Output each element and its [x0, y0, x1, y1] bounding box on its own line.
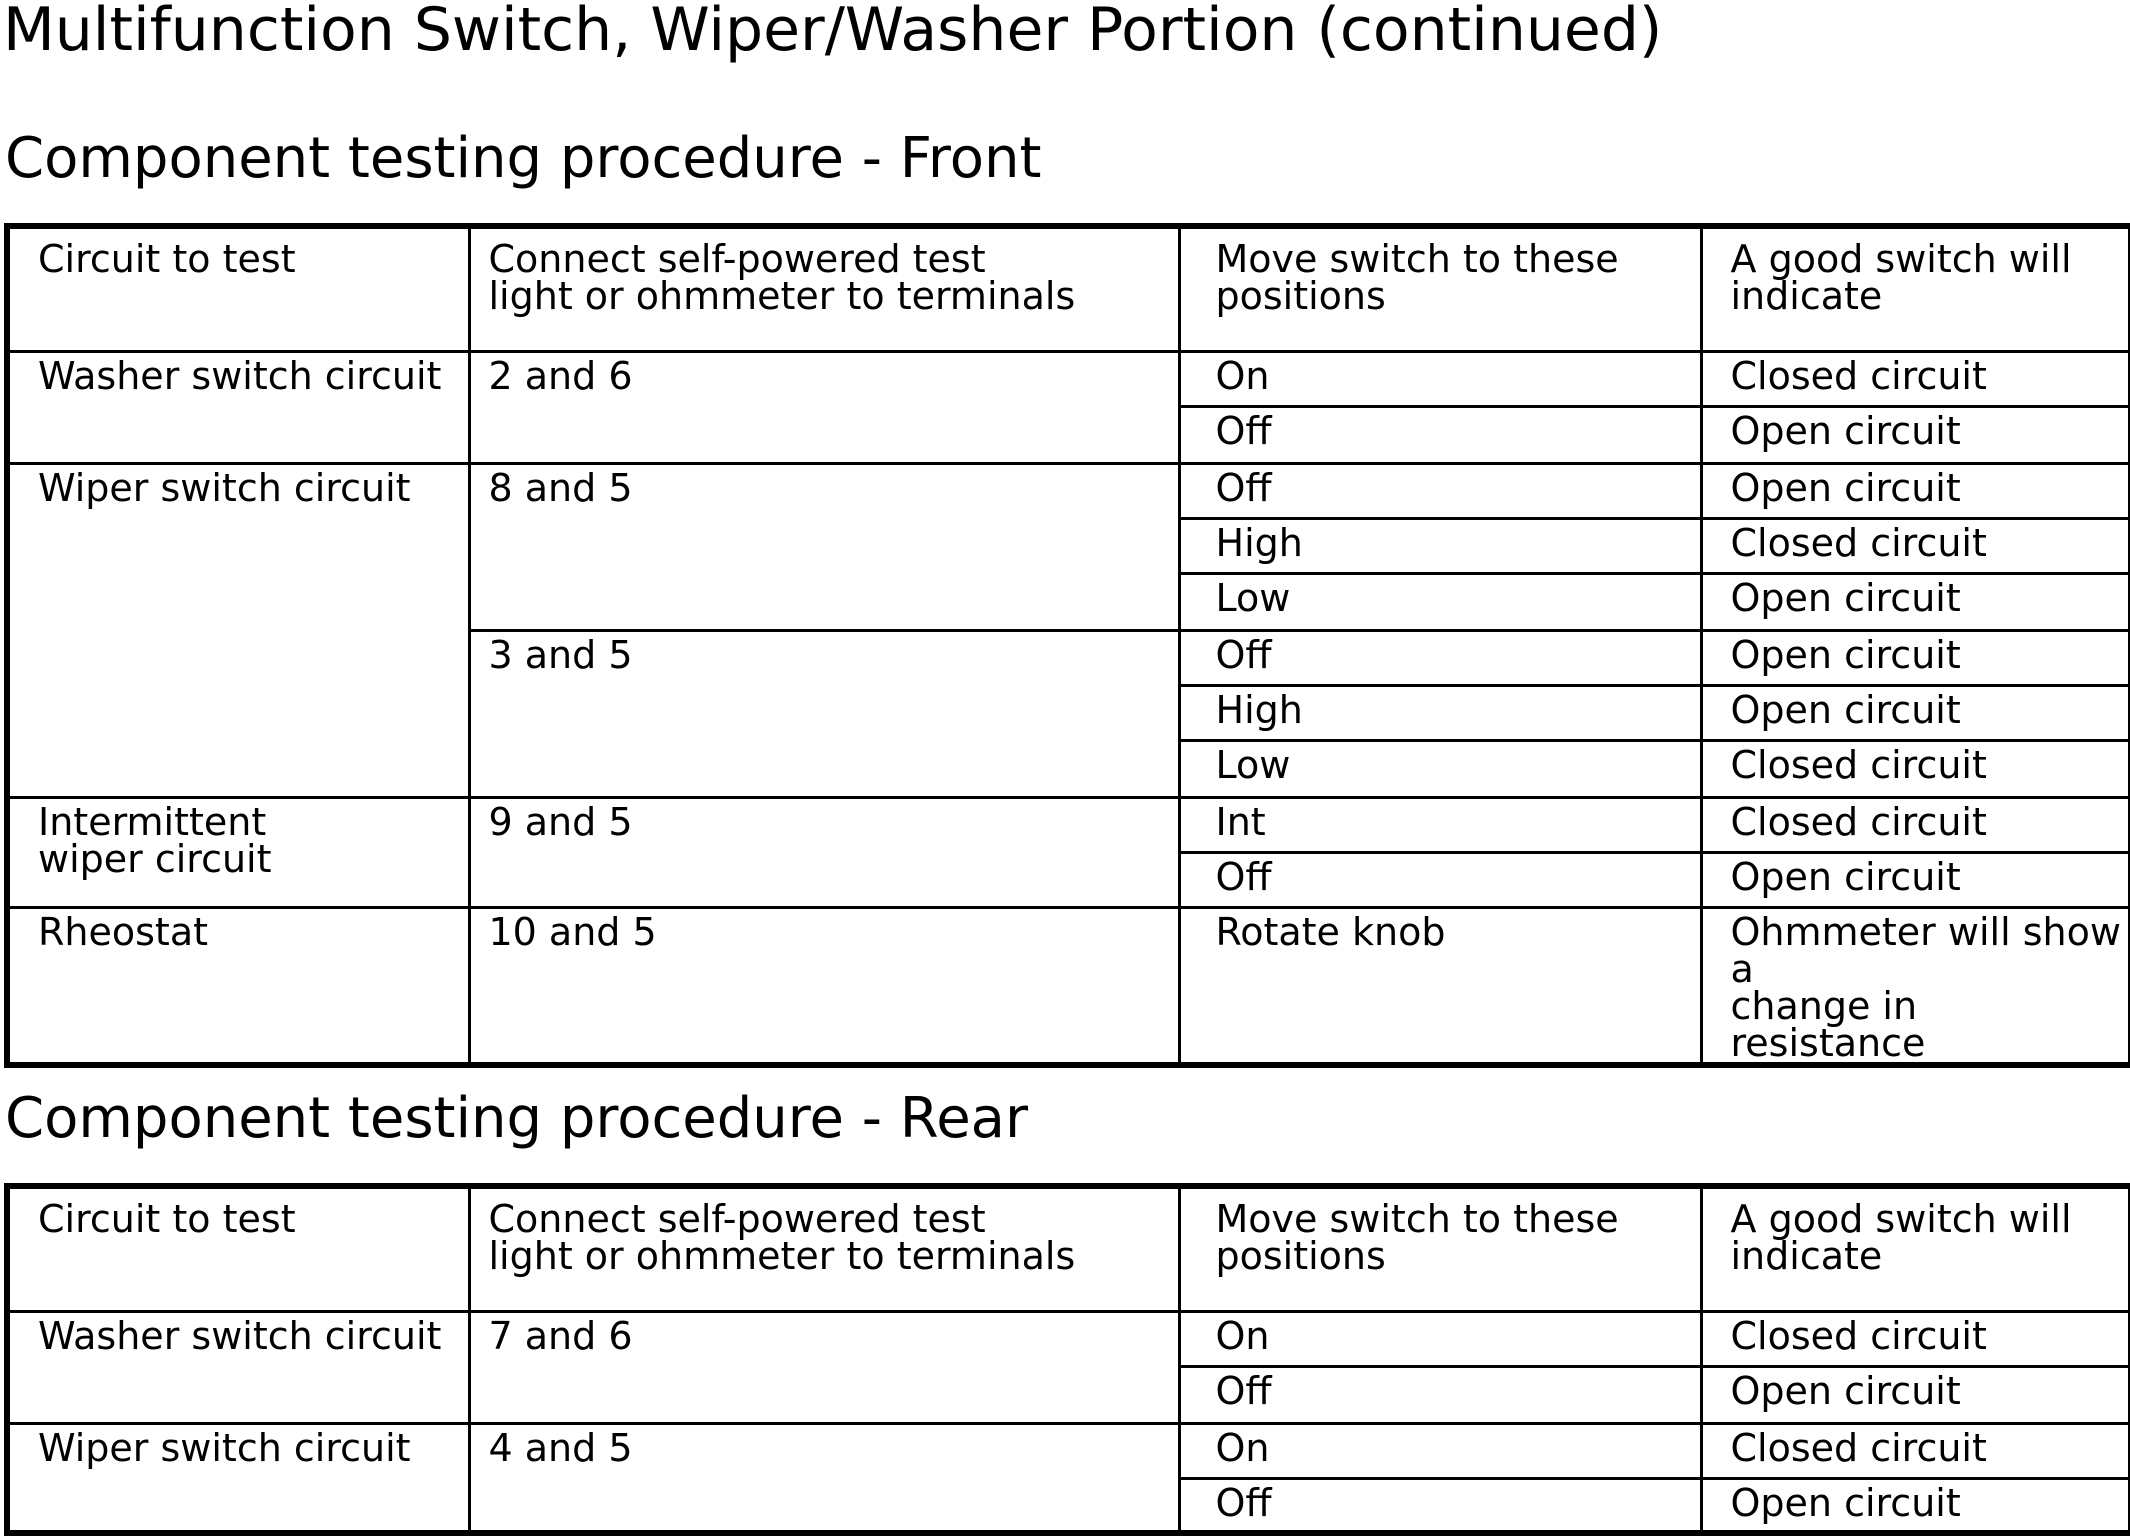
switch-position-cell: Off — [1179, 852, 1701, 907]
column-header: Move switch to these positions — [1179, 1186, 1701, 1311]
switch-position-cell: Off — [1179, 406, 1701, 463]
terminals-cell: 9 and 5 — [469, 797, 1179, 907]
column-header: Connect self-powered test light or ohmmeter to terminals — [469, 1186, 1179, 1311]
result-cell: Open circuit — [1701, 1366, 2130, 1423]
switch-position-cell: Low — [1179, 573, 1701, 630]
table-header-row — [7, 1186, 2130, 1311]
table-header-row — [7, 226, 2130, 351]
switch-position-cell: Off — [1179, 463, 1701, 518]
column-header: Circuit to test — [7, 1186, 469, 1311]
terminals-cell: 7 and 6 — [469, 1311, 1179, 1423]
switch-position-cell: High — [1179, 685, 1701, 740]
table-row — [7, 1311, 2130, 1366]
result-cell: Closed circuit — [1701, 797, 2130, 852]
circuit-cell: Rheostat — [7, 907, 469, 1065]
switch-position-cell: On — [1179, 1423, 1701, 1478]
switch-position-cell: Int — [1179, 797, 1701, 852]
result-cell: Open circuit — [1701, 463, 2130, 518]
result-cell: Closed circuit — [1701, 740, 2130, 797]
front-section-title: Component testing procedure - Front — [5, 126, 1042, 191]
page-title: Multifunction Switch, Wiper/Washer Portion (continued) — [3, 0, 1663, 65]
table-row — [7, 1423, 2130, 1478]
circuit-cell: Washer switch circuit — [7, 351, 469, 463]
table-row — [7, 797, 2130, 852]
terminals-cell: 3 and 5 — [469, 630, 1179, 797]
switch-position-cell: On — [1179, 351, 1701, 406]
switch-position-cell: Off — [1179, 1478, 1701, 1533]
result-cell: Closed circuit — [1701, 1311, 2130, 1366]
terminals-cell: 4 and 5 — [469, 1423, 1179, 1533]
result-cell: Closed circuit — [1701, 518, 2130, 573]
switch-position-cell: Off — [1179, 1366, 1701, 1423]
switch-position-cell: Low — [1179, 740, 1701, 797]
column-header: Connect self-powered test light or ohmmeter to terminals — [469, 226, 1179, 351]
column-header: Move switch to these positions — [1179, 226, 1701, 351]
terminals-cell: 10 and 5 — [469, 907, 1179, 1065]
result-cell: Closed circuit — [1701, 1423, 2130, 1478]
front-testing-table — [4, 223, 2130, 1068]
rear-section-title: Component testing procedure - Rear — [5, 1086, 1028, 1151]
switch-position-cell: On — [1179, 1311, 1701, 1366]
column-header: Circuit to test — [7, 226, 469, 351]
front-table-body — [7, 226, 2130, 1065]
rear-testing-table — [4, 1183, 2130, 1536]
result-cell: Ohmmeter will show a change in resistance — [1701, 907, 2130, 1065]
result-cell: Open circuit — [1701, 573, 2130, 630]
circuit-cell: Washer switch circuit — [7, 1311, 469, 1423]
table-row — [7, 463, 2130, 518]
result-cell: Open circuit — [1701, 685, 2130, 740]
switch-position-cell: Rotate knob — [1179, 907, 1701, 1065]
result-cell: Open circuit — [1701, 406, 2130, 463]
rear-table-body — [7, 1186, 2130, 1533]
terminals-cell: 2 and 6 — [469, 351, 1179, 463]
result-cell: Open circuit — [1701, 630, 2130, 685]
switch-position-cell: High — [1179, 518, 1701, 573]
result-cell: Closed circuit — [1701, 351, 2130, 406]
column-header: A good switch will indicate — [1701, 1186, 2130, 1311]
switch-position-cell: Off — [1179, 630, 1701, 685]
column-header: A good switch will indicate — [1701, 226, 2130, 351]
circuit-cell: Intermittent wiper circuit — [7, 797, 469, 907]
table-row — [7, 907, 2130, 1065]
circuit-cell: Wiper switch circuit — [7, 463, 469, 797]
table-row — [7, 351, 2130, 406]
circuit-cell: Wiper switch circuit — [7, 1423, 469, 1533]
result-cell: Open circuit — [1701, 852, 2130, 907]
result-cell: Open circuit — [1701, 1478, 2130, 1533]
terminals-cell: 8 and 5 — [469, 463, 1179, 630]
